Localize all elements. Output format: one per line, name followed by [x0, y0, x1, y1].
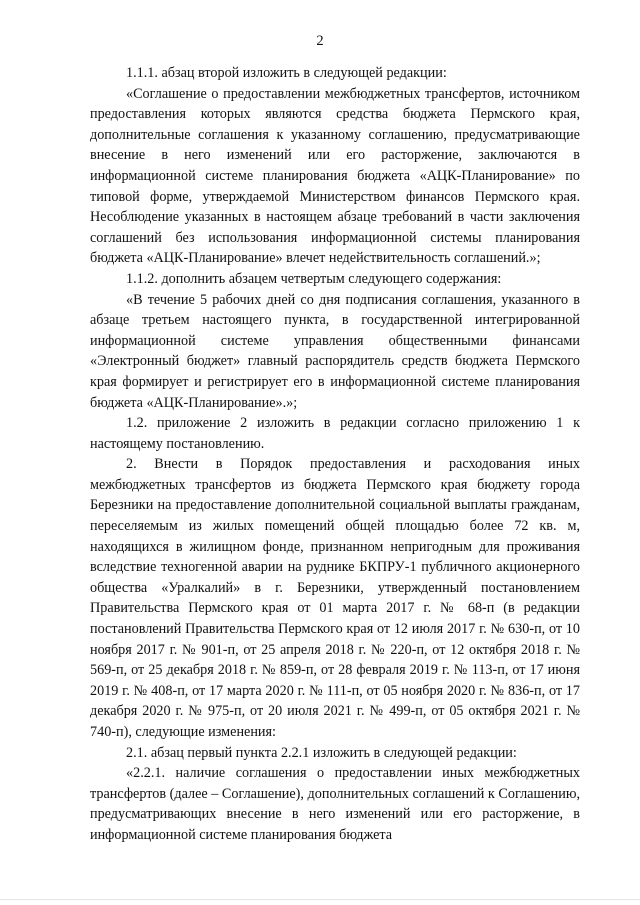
page-number: 2: [316, 33, 324, 49]
paragraph-1-1-1: 1.1.1. абзац второй изложить в следующей редакции:: [126, 65, 447, 81]
bottom-edge-divider: [0, 899, 640, 900]
paragraph-five-days-quote: «В течение 5 рабочих дней со дня подписания соглашения, указанного в абзаце третьем настоящего пункта, в государственной интегрированной информационной системе управления общественными финансами «Электронный бюджет» главный распорядитель средств бюджета Пермского края формирует и регистрирует его в информационной системе планирования бюджета «АЦК-Планирование».»;: [90, 291, 580, 411]
paragraph-2-2-1-quote: «2.2.1. наличие соглашения о предоставлении иных межбюджетных трансфертов (далее – Соглашение), дополнительных соглашений к Соглашению, предусматривающих внесение в него изменений или его расторжение, в информационной системе планирования бюджета: [90, 765, 580, 843]
paragraph-1-2: 1.2. приложение 2 изложить в редакции согласно приложению 1 к настоящему постановлению.: [90, 415, 580, 452]
paragraph-agreement-quote: «Соглашение о предоставлении межбюджетных трансфертов, источником предоставления которых являются средства бюджета Пермского края, дополнительные соглашения к указанному соглашению, предусматривающие внесение в него изменений или его расторжение, заключаются в информационной системе планирования бюджета «АЦК-Планирование» по типовой форме, утверждаемой Министерством финансов Пермского края. Несоблюдение указанных в настоящем абзаце требований в части заключения соглашений без использования информационной системы планирования бюджета «АЦК-Планирование» влечет недействительность соглашений.»;: [90, 85, 580, 267]
paragraph-1-1-2: 1.1.2. дополнить абзацем четвертым следующего содержания:: [126, 270, 502, 287]
paragraph-2: 2. Внести в Порядок предоставления и расходования иных межбюджетных трансфертов из бюджета Пермского края бюджету города Березники на предоставление дополнительной социальной выплаты гражданам, переселяемым из жилых помещений общей площадью более 72 кв. м, находящихся в жилищном фонде, признанном непригодным для проживания вследствие техногенной аварии на руднике БКПРУ-1 публичного акционерного общества «Уралкалий» в г. Березники, утвержденный постановлением Правительства Пермского края от 01 марта 2017 г. № 68-п (в редакции постановлений Правительства Пермского края от 12 июля 2017 г. № 630-п, от 10 ноября 2017 г. № 901-п, от 25 апреля 2018 г. № 220-п, от 12 октября 2018 г. № 569-п, от 25 декабря 2018 г. № 859-п, от 28 февраля 2019 г. № 113-п, от 17 июня 2019 г. № 408-п, от 17 марта 2020 г. № 111-п, от 05 ноября 2020 г. № 836-п, от 17 декабря 2020 г. № 975-п, от 20 июля 2021 г. № 499-п, от 05 октября 2021 г. № 740-п), следующие изменения:: [90, 456, 580, 740]
document-body: [90, 63, 580, 846]
paragraph-2-1: 2.1. абзац первый пункта 2.2.1 изложить в следующей редакции:: [126, 744, 517, 761]
